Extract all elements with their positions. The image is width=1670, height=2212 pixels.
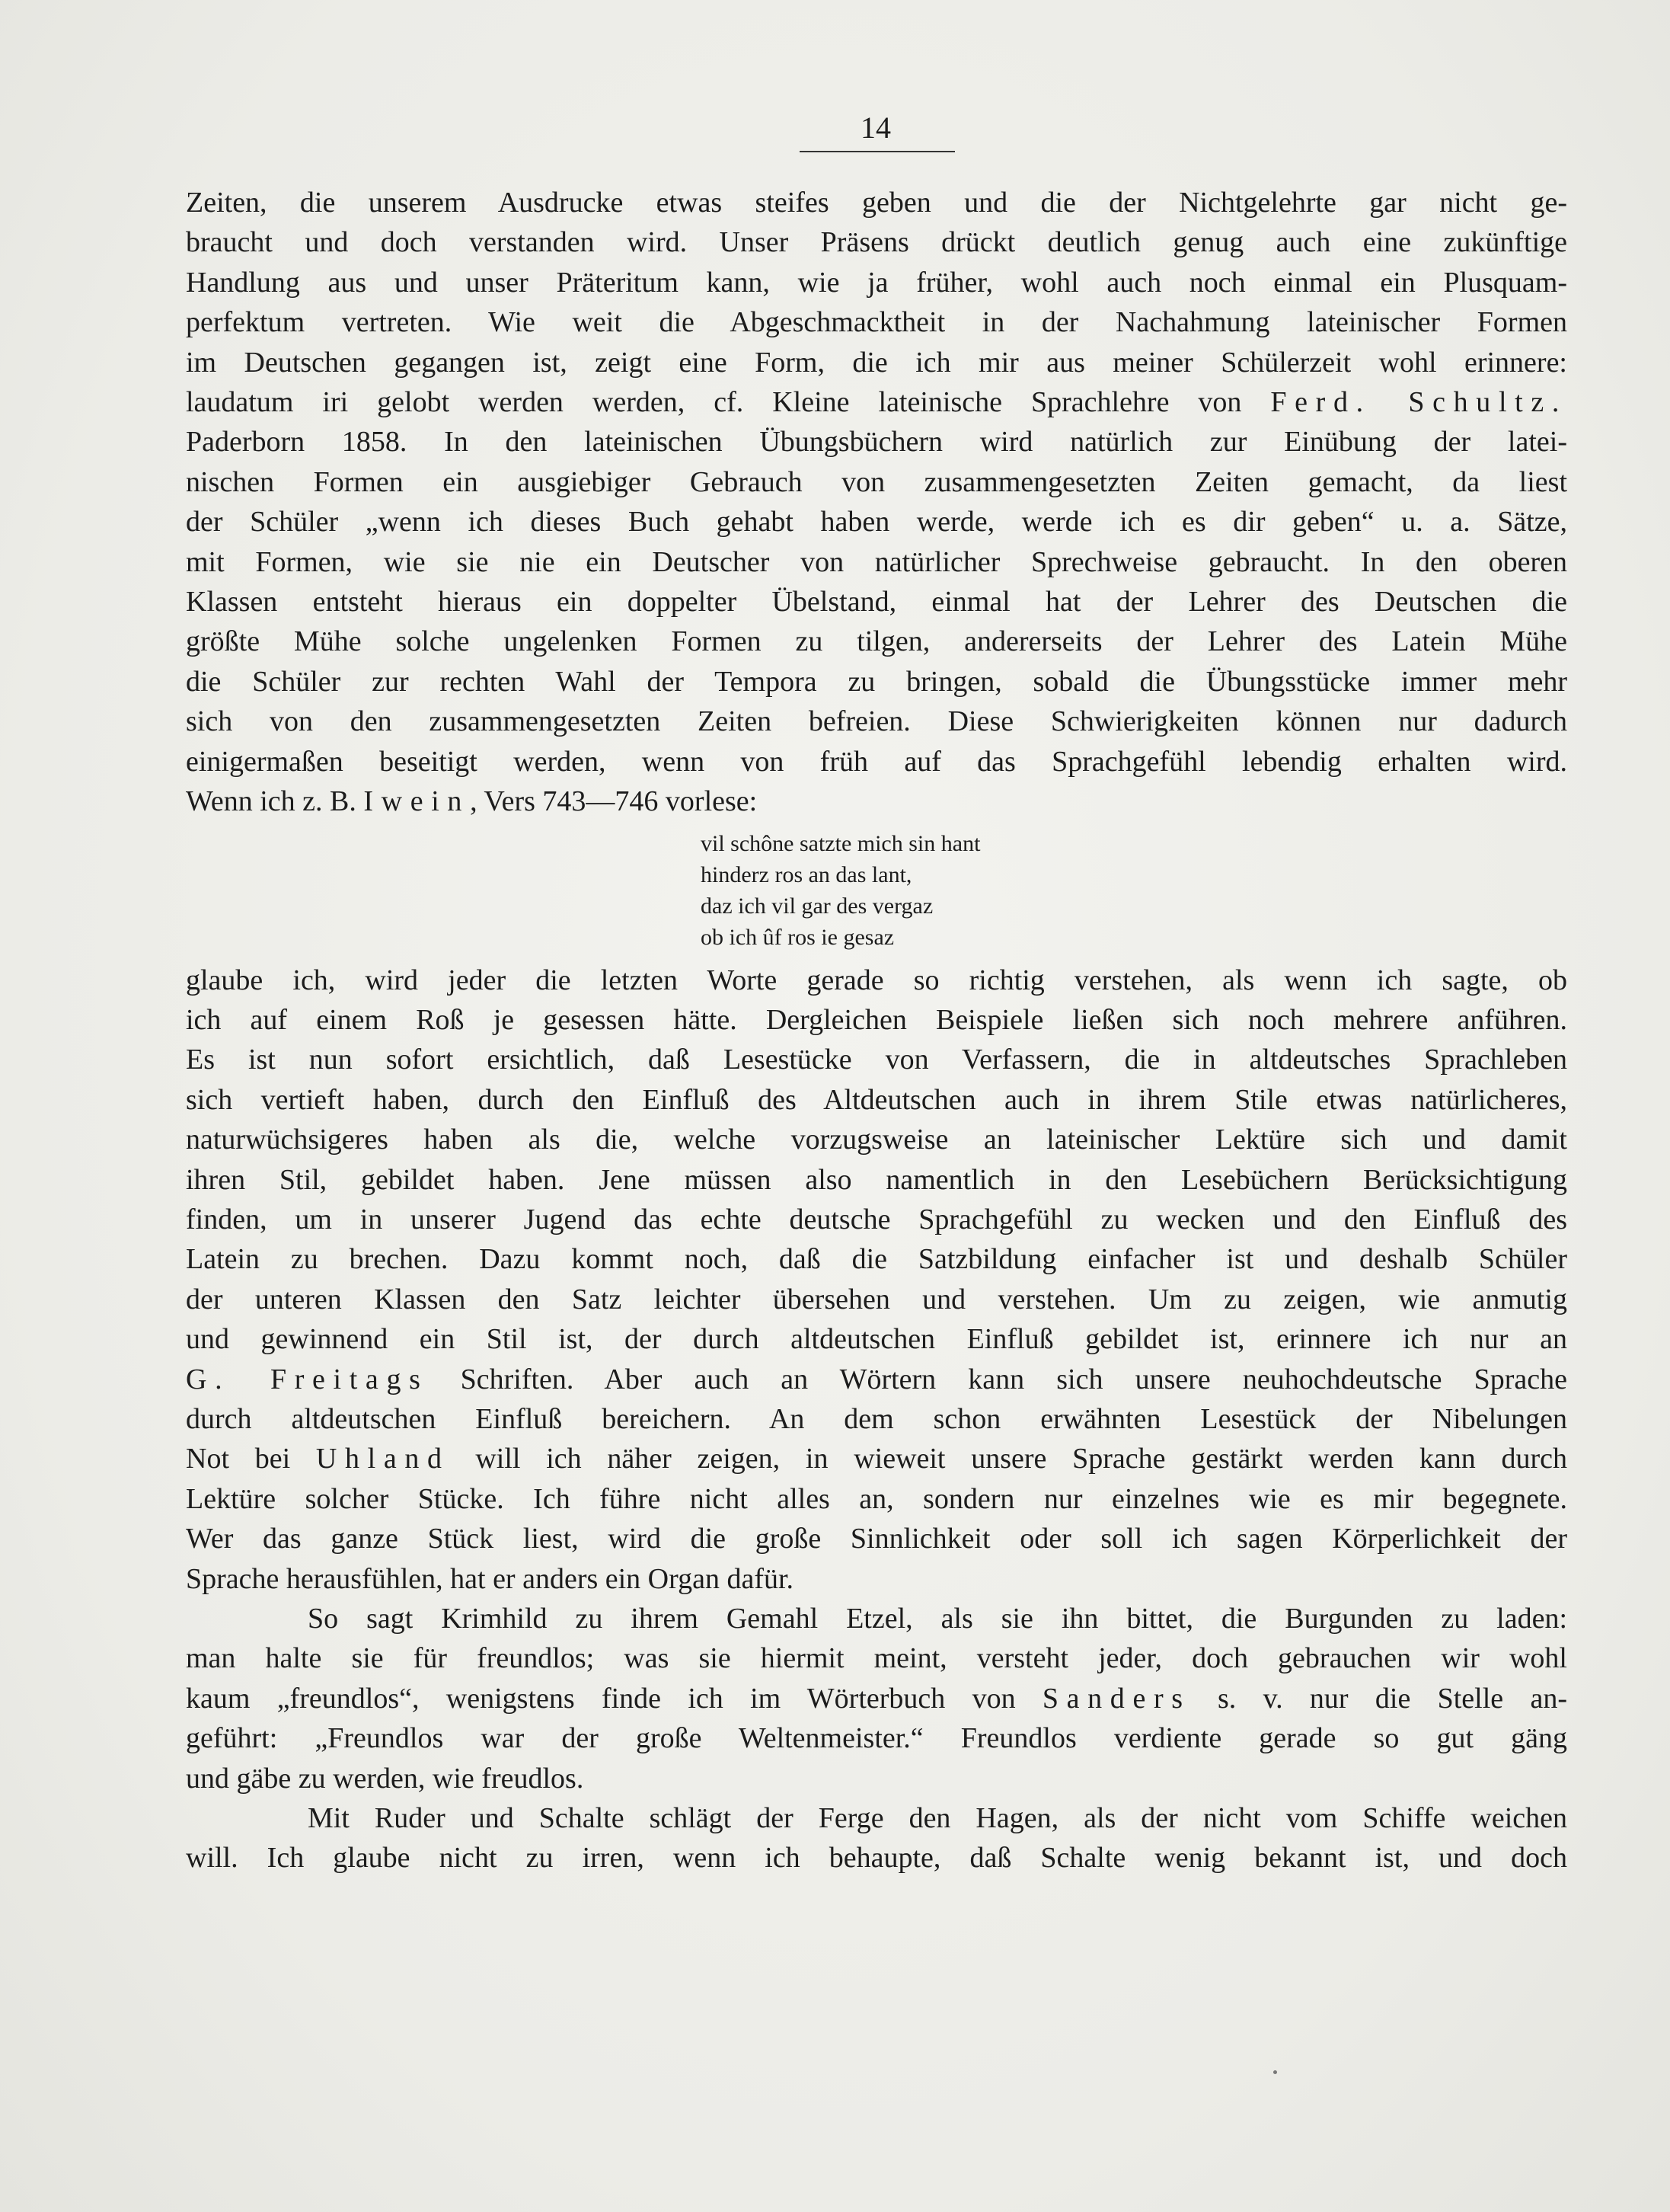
verse-line: hinderz ros an das lant,: [701, 861, 912, 887]
author-name-freitag: G. Freitags: [186, 1363, 429, 1395]
text-segment: Mit Ruder und Schalte schlägt der Ferge den Hagen, als der nicht vom Schiffe weichen: [308, 1802, 1567, 1835]
verse-line: ob ich ûf ros ie gesaz: [701, 924, 895, 950]
text-segment: will ich näher zeigen, in wieweit unsere Sprache gestärkt werden kann durch: [449, 1443, 1567, 1475]
paragraph-4: [186, 1798, 1567, 1878]
text-line: geführt: „Freundlos war der große Weltenmeister.“ Freundlos verdiente gerade so gut gäng: [186, 1722, 1567, 1755]
text-line: Lektüre solcher Stücke. Ich führe nicht alles an, sondern nur einzelnes wie es mir begegnete.: [186, 1482, 1567, 1515]
text-line: Latein zu brechen. Dazu kommt noch, daß die Satzbildung einfacher ist und deshalb Schüler: [186, 1243, 1567, 1276]
text-segment: Not bei: [186, 1443, 316, 1475]
text-segment: So sagt Krimhild zu ihrem Gemahl Etzel, als sie ihn bittet, die Burgunden zu laden:: [308, 1603, 1567, 1635]
text-line: mit Formen, wie sie nie ein Deutscher von natürlicher Sprechweise gebraucht. In den oberen: [186, 545, 1567, 578]
paper-speck: [1273, 2070, 1277, 2074]
text-line: ihren Stil, gebildet haben. Jene müssen also namentlich in den Lesebüchern Berücksichtigung: [186, 1163, 1567, 1196]
text-line: will. Ich glaube nicht zu irren, wenn ich behaupte, daß Schalte wenig bekannt ist, und doch: [186, 1842, 1567, 1875]
text-line: [186, 1679, 1567, 1718]
paragraph-1: [186, 183, 1567, 822]
text-line: im Deutschen gegangen ist, zeigt eine Form, die ich mir aus meiner Schülerzeit wohl erinnere:: [186, 346, 1567, 379]
text-line: nischen Formen ein ausgiebiger Gebrauch von zusammengesetzten Zeiten gemacht, da liest: [186, 465, 1567, 498]
text-segment: Schriften. Aber auch an Wörtern kann sich unsere neuhochdeutsche Sprache: [428, 1363, 1568, 1395]
text-line: naturwüchsigeres haben als die, welche vorzugsweise an lateinischer Lektüre sich und damit: [186, 1124, 1567, 1156]
text-line: Wer das ganze Stück liest, wird die große Sinnlichkeit oder soll ich sagen Körperlichkeit der: [186, 1523, 1567, 1555]
paragraph-3: [186, 1599, 1567, 1798]
text-line: [186, 1798, 1567, 1838]
text-line: sich vertieft haben, durch den Einfluß des Altdeutschen auch in ihrem Stile etwas natürlicheres,: [186, 1083, 1567, 1116]
text-segment: s. v. nur die Stelle an-: [1190, 1682, 1567, 1715]
verse-line: vil schône satzte mich sin hant: [701, 830, 981, 856]
text-line: sich von den zusammengesetzten Zeiten befreien. Diese Schwierigkeiten können nur dadurch: [186, 705, 1567, 738]
text-line: braucht und doch verstanden wird. Unser Präsens drückt deutlich genug auch eine zukünftige: [186, 226, 1567, 259]
text-line: [186, 1360, 1567, 1399]
text-line: größte Mühe solche ungelenken Formen zu tilgen, andererseits der Lehrer des Latein Mühe: [186, 625, 1567, 658]
text-line: man halte sie für freundlos; was sie hiermit meint, versteht jeder, doch gebrauchen wir wohl: [186, 1642, 1567, 1675]
text-line: der unteren Klassen den Satz leichter übersehen und verstehen. Um zu zeigen, wie anmutig: [186, 1283, 1567, 1315]
text-line: ich auf einem Roß je gesessen hätte. Dergleichen Beispiele ließen sich noch mehrere anführen.: [186, 1003, 1567, 1036]
text-line: Paderborn 1858. In den lateinischen Übungsbüchern wird natürlich zur Einübung der latei-: [186, 426, 1567, 459]
text-line: und gewinnend ein Stil ist, der durch altdeutschen Einfluß gebildet ist, erinnere ich nur an: [186, 1323, 1567, 1356]
text-line: [186, 782, 1567, 821]
text-line: Sprache herausfühlen, hat er anders ein Organ dafür.: [186, 1562, 794, 1595]
work-title-iwein: Iwein: [363, 785, 471, 818]
text-line: Zeiten, die unserem Ausdrucke etwas steifes geben und die der Nichtgelehrte gar nicht ge-: [186, 187, 1567, 219]
author-name-uhland: Uhland: [315, 1443, 450, 1475]
verse-line: daz ich vil gar des vergaz: [701, 893, 934, 919]
text-line: Es ist nun sofort ersichtlich, daß Lesestücke von Verfassern, die in altdeutsches Sprachleben: [186, 1044, 1567, 1076]
text-line: die Schüler zur rechten Wahl der Tempora zu bringen, sobald die Übungsstücke immer mehr: [186, 665, 1567, 698]
text-line: Handlung aus und unser Präteritum kann, wie ja früher, wohl auch noch einmal ein Plusquam-: [186, 266, 1567, 299]
text-segment: , Vers 743—746 vorlese:: [470, 785, 758, 818]
verse-quotation: [701, 828, 1567, 953]
text-line: durch altdeutschen Einfluß bereichern. An dem schon erwähnten Lesestück der Nibelungen: [186, 1402, 1567, 1435]
text-line: perfektum vertreten. Wie weit die Abgeschmacktheit in der Nachahmung lateinischer Formen: [186, 306, 1567, 339]
text-line: [186, 382, 1567, 422]
text-segment: Wenn ich z. B.: [186, 785, 364, 818]
text-line: einigermaßen beseitigt werden, wenn von früh auf das Sprachgefühl lebendig erhalten wird.: [186, 745, 1567, 778]
text-line: [186, 1439, 1567, 1478]
text-line: glaube ich, wird jeder die letzten Worte gerade so richtig verstehen, als wenn ich sagte, ob: [186, 964, 1567, 996]
text-segment: laudatum iri gelobt werden werden, cf. Kleine lateinische Sprachlehre von: [186, 386, 1271, 419]
text-line: Klassen entsteht hieraus ein doppelter Übelstand, einmal hat der Lehrer des Deutschen die: [186, 586, 1567, 619]
header-rule: [800, 151, 955, 152]
text-line: [186, 1599, 1567, 1638]
text-line: und gäbe zu werden, wie freudlos.: [186, 1762, 584, 1795]
author-name-sanders: Sanders: [1042, 1682, 1191, 1715]
text-line: der Schüler „wenn ich dieses Buch gehabt haben werde, werde ich es dir geben“ u. a. Sätze,: [186, 506, 1567, 539]
author-name-schultz: Ferd. Schultz.: [1270, 386, 1567, 419]
text-line: finden, um in unserer Jugend das echte deutsche Sprachgefühl zu wecken und den Einfluß des: [186, 1203, 1567, 1235]
paragraph-2: [186, 961, 1567, 1600]
body-text: [186, 183, 1567, 1878]
text-segment: kaum „freundlos“, wenigstens finde ich im Wörterbuch von: [186, 1682, 1043, 1715]
page-number: 14: [861, 110, 891, 145]
